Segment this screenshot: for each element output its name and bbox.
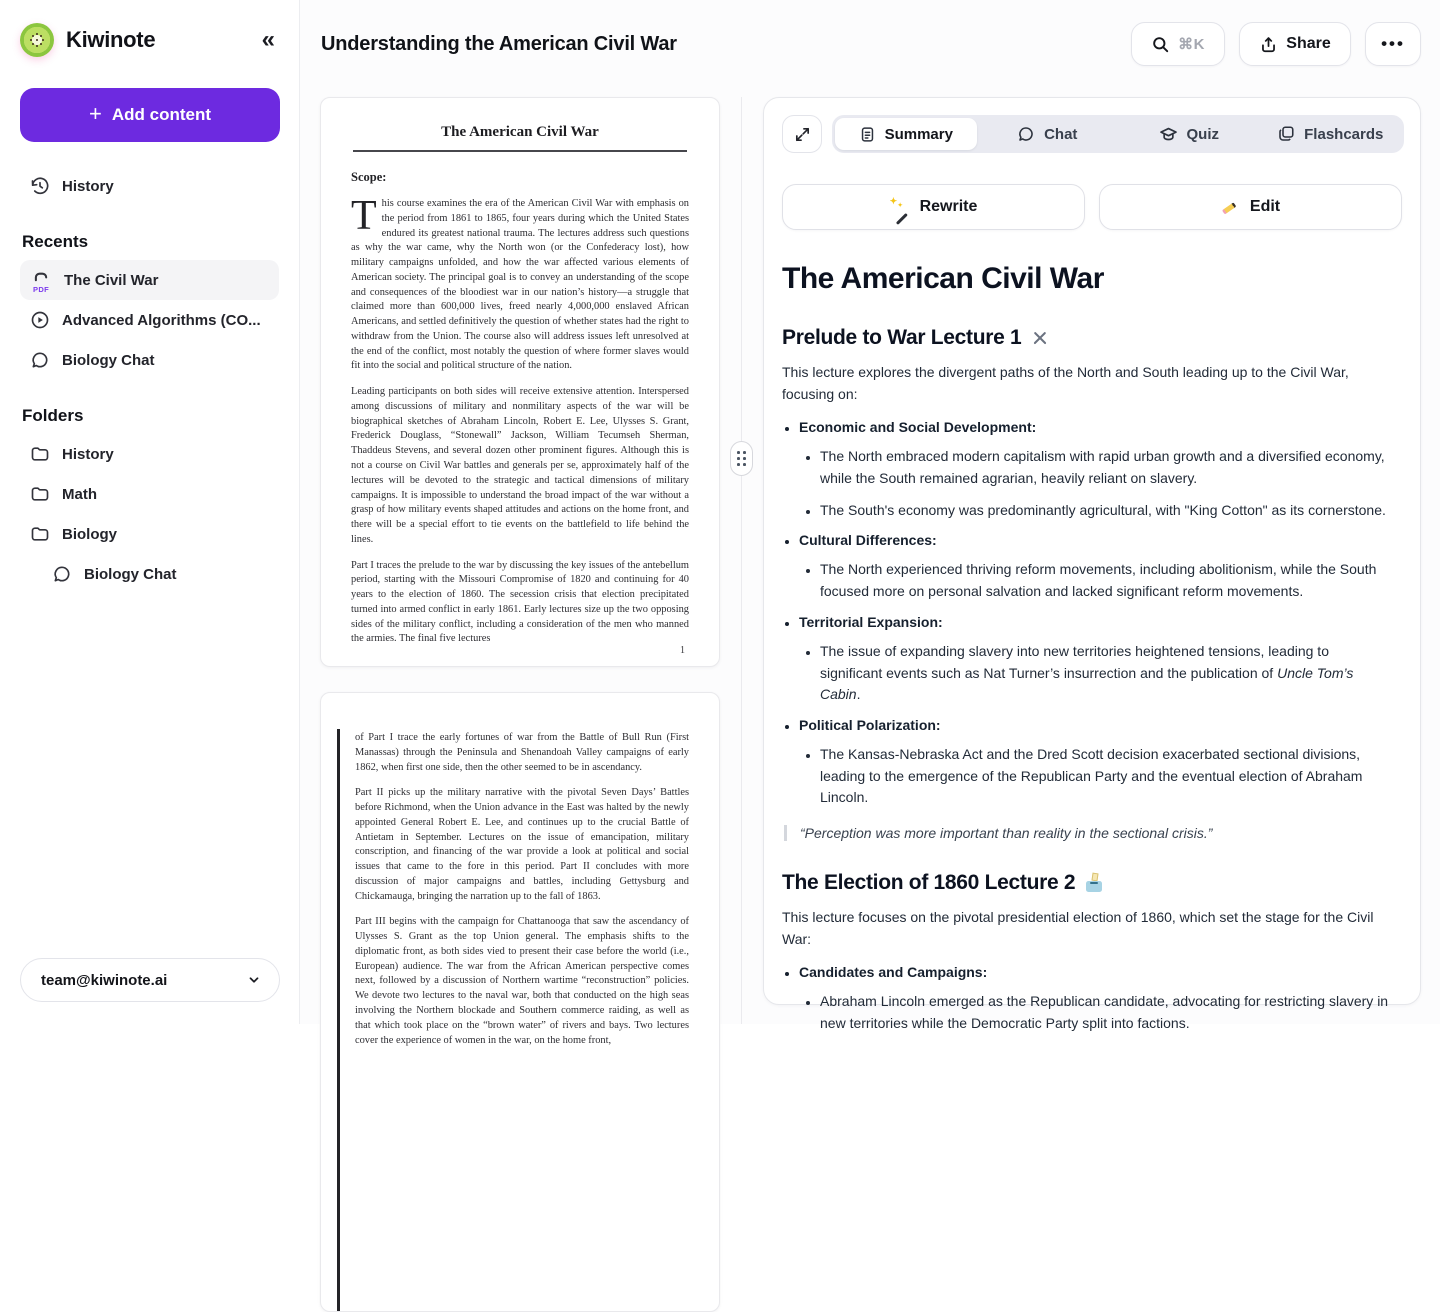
folder-label: Biology [62, 525, 117, 543]
add-content-label: Add content [111, 105, 211, 124]
pdf-viewer[interactable] [320, 97, 720, 1046]
topic-item: • Territorial Expansion: • The issue of expanding slavery into new territories heightened tensions, leading to significant events such as Nat Turner’s insurrection and the publication of Uncle Tom’s Cabin. [799, 614, 1390, 706]
recent-item-label: Biology Chat [62, 351, 155, 369]
sidebar-collapse-button[interactable]: « [258, 26, 279, 54]
share-icon [1259, 35, 1278, 54]
topic-list [782, 964, 1390, 1034]
split-divider [741, 97, 742, 1024]
section-intro: This lecture explores the divergent paths of the North and South leading up to the Civil War, focusing on: [782, 364, 1349, 402]
blockquote: “Perception was more important than reality in the sectional crisis.” [784, 825, 1390, 841]
edit-button[interactable] [1099, 184, 1402, 230]
sidebar-item-biology-chat[interactable] [20, 340, 279, 380]
point-item: • The North experienced thriving reform movements, including abolitionism, while the South focused more on personal salvation and lacked significant reform movements. [820, 559, 1390, 602]
tab-quiz[interactable] [1118, 118, 1260, 150]
folder-icon [30, 444, 50, 464]
pdf-paragraph: Part II picks up the military narrative with the pivotal Seven Days’ Battles before Richmond, when the Union advance in the East was halted by the newly appointed General Robert E. Lee, and continues up to the crucial Battle of Antietam in September. Lectures on the issue of emancipation, military conscription, and financing of the war provide a look at political and social issues that came to the fore in this period. Part II concludes with more discussion of major campaigns and battles, including Gettysburg and Chickamauga, bringing the narration up to the fall of 1863. [355, 787, 689, 902]
margin-bar [337, 729, 340, 1311]
point-item: • The Kansas-Nebraska Act and the Dred Scott decision exacerbated sectional divisions, leading to the emergence of the Republican Party and the eventual election of Abraham Lincoln. [820, 744, 1390, 809]
tab-chat[interactable] [977, 118, 1119, 150]
kiwinote-logo-icon [20, 23, 54, 57]
pdf-paragraph: Leading participants on both sides will receive extensive attention. Interspersed among discussions of military and nonmilitary aspects of the war will be biographical sketches of Abraham Lincoln, Robert E. Lee, Ulysses S. Grant, Frederick Douglass, “Stonewall” Jackson, William Tecumseh Sherman, Thaddeus Stevens, and several dozen other prominent figures. Although this is not a course on Civil War battles and generals per se, approximately half of the lectures will be devoted to the strategic and tactical dimensions of military campaigns. It is impossible to understand the broad impact of the war without a grasp of how military events shaped attitudes and actions on the home front, and there will be a special effort to tie events on the battlefield to life behind the lines. [351, 386, 689, 545]
pdf-scope-label: Scope: [351, 170, 387, 184]
share-button[interactable] [1239, 22, 1351, 66]
history-icon [30, 176, 50, 196]
point-item: • The issue of expanding slavery into new territories heightened tensions, leading to significant events such as Nat Turner’s insurrection and the publication of Uncle Tom’s Cabin. [820, 641, 1390, 706]
topic-list [782, 419, 1390, 809]
topic-item: • Cultural Differences: • The North experienced thriving reform movements, including abolitionism, while the South focused more on personal salvation and lacked significant reform movements. [799, 532, 1390, 602]
folder-label: History [62, 445, 114, 463]
topic-item: • Candidates and Campaigns: • Abraham Lincoln emerged as the Republican candidate, advocating for restricting slavery in new territories while the Democratic Party split into factions. [799, 964, 1390, 1034]
app-name: Kiwinote [66, 27, 156, 52]
account-email: team@kiwinote.ai [41, 971, 168, 989]
point-item: • The South's economy was predominantly agricultural, with "King Cotton" as its cornerstone. [820, 500, 1390, 522]
summary-panel [763, 97, 1421, 1031]
expand-button[interactable] [782, 115, 822, 153]
sidebar [0, 0, 300, 1024]
search-icon [1151, 35, 1170, 54]
recents-heading: Recents [22, 232, 89, 251]
history-label: History [62, 177, 114, 195]
topic-item: • Economic and Social Development: • The North embraced modern capitalism with rapid urban growth and a diversified economy, while the South remained agrarian, heavily reliant on slavery. • The South's economy was predominantly agricultural, with "King Cotton" as its cornerstone. [799, 419, 1390, 521]
pdf-paragraph: of Part I trace the early fortunes of war from the Battle of Bull Run (First Manassas) through the Peninsula and Shenandoah Valley campaigns of early 1862, when first one side, then the other seemed to be in ascendancy. [355, 732, 689, 773]
main-area [300, 0, 1440, 1046]
crossed-swords-icon [1030, 328, 1050, 348]
rewrite-label: Rewrite [919, 198, 978, 215]
folders-heading: Folders [22, 406, 84, 425]
brand [20, 20, 279, 60]
search-shortcut: ⌘K [1178, 36, 1205, 53]
sidebar-folder-history[interactable] [20, 434, 279, 474]
edit-label: Edit [1249, 198, 1281, 215]
section-heading: Prelude to War Lecture 1 [782, 326, 1022, 349]
summary-icon [859, 126, 876, 143]
tab-bar [832, 115, 1404, 153]
summary-content[interactable] [782, 248, 1390, 1031]
account-selector[interactable] [20, 958, 280, 1002]
chevron-down-icon [247, 973, 261, 987]
pdf-paragraph: Part I traces the prelude to the war by discussing the key issues of the antebellum period, starting with the Missouri Compromise of 1820 and continuing for 40 years to the election of 1860. The secession crisis that election precipitated turned into armed conflict in early 1861. Early lectures size up the two opposing sides of the military conflict, including a consideration of the men who manned the armies. The final five lectures [351, 559, 689, 645]
chat-icon [30, 350, 50, 370]
sidebar-item-the-civil-war[interactable] [20, 260, 279, 300]
summary-title: The American Civil War [782, 262, 1104, 295]
tab-label: Chat [1044, 125, 1078, 143]
graduation-cap-icon [1159, 125, 1178, 144]
recent-item-label: The Civil War [64, 271, 159, 289]
panel-resize-handle[interactable] [730, 441, 753, 476]
sidebar-item-history[interactable] [20, 166, 279, 206]
tab-label: Quiz [1186, 125, 1219, 143]
magic-wand-icon: ✦ ✦ [890, 197, 910, 217]
folder-label: Math [62, 485, 97, 503]
pdf-page-2 [320, 692, 720, 1312]
main-header [300, 0, 1440, 97]
share-label: Share [1286, 35, 1331, 52]
chat-icon [1017, 125, 1035, 143]
chat-icon [52, 564, 72, 584]
pdf-doc-title: The American Civil War [353, 124, 687, 152]
flashcards-icon [1277, 125, 1295, 143]
dropcap: T [351, 193, 377, 239]
header-actions [1131, 22, 1421, 66]
tab-label: Flashcards [1304, 125, 1384, 143]
pdf-file-icon: PDF [30, 266, 52, 294]
page-title: Understanding the American Civil War [321, 33, 677, 55]
recent-item-label: Advanced Algorithms (CO... [62, 311, 261, 329]
tab-label: Summary [884, 125, 953, 143]
pdf-page-1 [320, 97, 720, 667]
folder-icon [30, 524, 50, 544]
tab-summary[interactable] [835, 118, 977, 150]
folder-icon [30, 484, 50, 504]
tab-flashcards[interactable] [1260, 118, 1402, 150]
folder-child-label: Biology Chat [84, 565, 177, 583]
pencil-icon [1221, 198, 1240, 217]
rewrite-button[interactable] [782, 184, 1085, 230]
search-button[interactable] [1131, 22, 1225, 66]
ballot-box-icon [1084, 873, 1104, 893]
pdf-paragraph: Part III begins with the campaign for Chattanooga that saw the ascendancy of Ulysses S. Grant as the top Union general. The emphasis shifts to the diplomatic front, as both sides vied to present their case before the world (i.e., European) audience. The war from the African American perspective comes next, followed by a discussion of Northern wartime “reconstruction” policies. We devote two lectures to the naval war, both that conducted on the high seas involving the Northern blockade and Southern commerce raiding, as well as that which took place on the “brown water” of rivers and bays. Two lectures cover the experience of women in the war, on the home front, [355, 916, 689, 1046]
sidebar-folder-biology[interactable] [20, 514, 279, 554]
section-intro: This lecture focuses on the pivotal presidential election of 1860, which set the stage for the Civil War: [782, 908, 1374, 947]
page-number: 1 [680, 645, 685, 656]
panel-actions [782, 184, 1402, 230]
video-icon [30, 310, 50, 330]
point-item: • The North embraced modern capitalism with rapid urban growth and a diversified economy, while the South remained agrarian, heavily reliant on slavery. [820, 446, 1390, 489]
topic-item: • Political Polarization: • The Kansas-Nebraska Act and the Dred Scott decision exacerbated sectional divisions, leading to the emergence of the Republican Party and the eventual election of Abraham Lincoln. [799, 717, 1390, 809]
panel-header [782, 115, 1404, 153]
sidebar-item-advanced-algorithms[interactable] [20, 300, 279, 340]
sidebar-folder-child-biology-chat[interactable] [42, 554, 279, 594]
sidebar-folder-math[interactable] [20, 474, 279, 514]
plus-icon: + [88, 101, 102, 126]
point-item: • Abraham Lincoln emerged as the Republican candidate, advocating for restricting slavery in new territories while the Democratic Party split into factions. [820, 991, 1390, 1034]
add-content-button[interactable] [20, 88, 280, 142]
expand-icon [794, 126, 811, 143]
section-heading: The Election of 1860 Lecture 2 [782, 870, 1076, 894]
more-button[interactable]: ••• [1365, 22, 1421, 66]
pdf-paragraph: This course examines the era of the American Civil War with emphasis on the period from 1861 to 1865, four years during which the United States endured its greatest national trauma. The lectures address such questions as why the war came, why the North won (or the Confederacy lost), how military campaigns unfolded, and how the war affected various elements of American society. The principal goal is to convey an understanding of the scope and consequences of the bloodiest war in our nation’s history—a struggle that claimed more than 600,000 lives, freed nearly 4,000,000 enslaved African Americans, and settled definitively the question of whether states had the right to withdraw from the Union. The course also will address issues left unresolved at the end of the conflict, most notably the question of where former slaves would fit into the social and political structure of the nation. [351, 193, 689, 372]
